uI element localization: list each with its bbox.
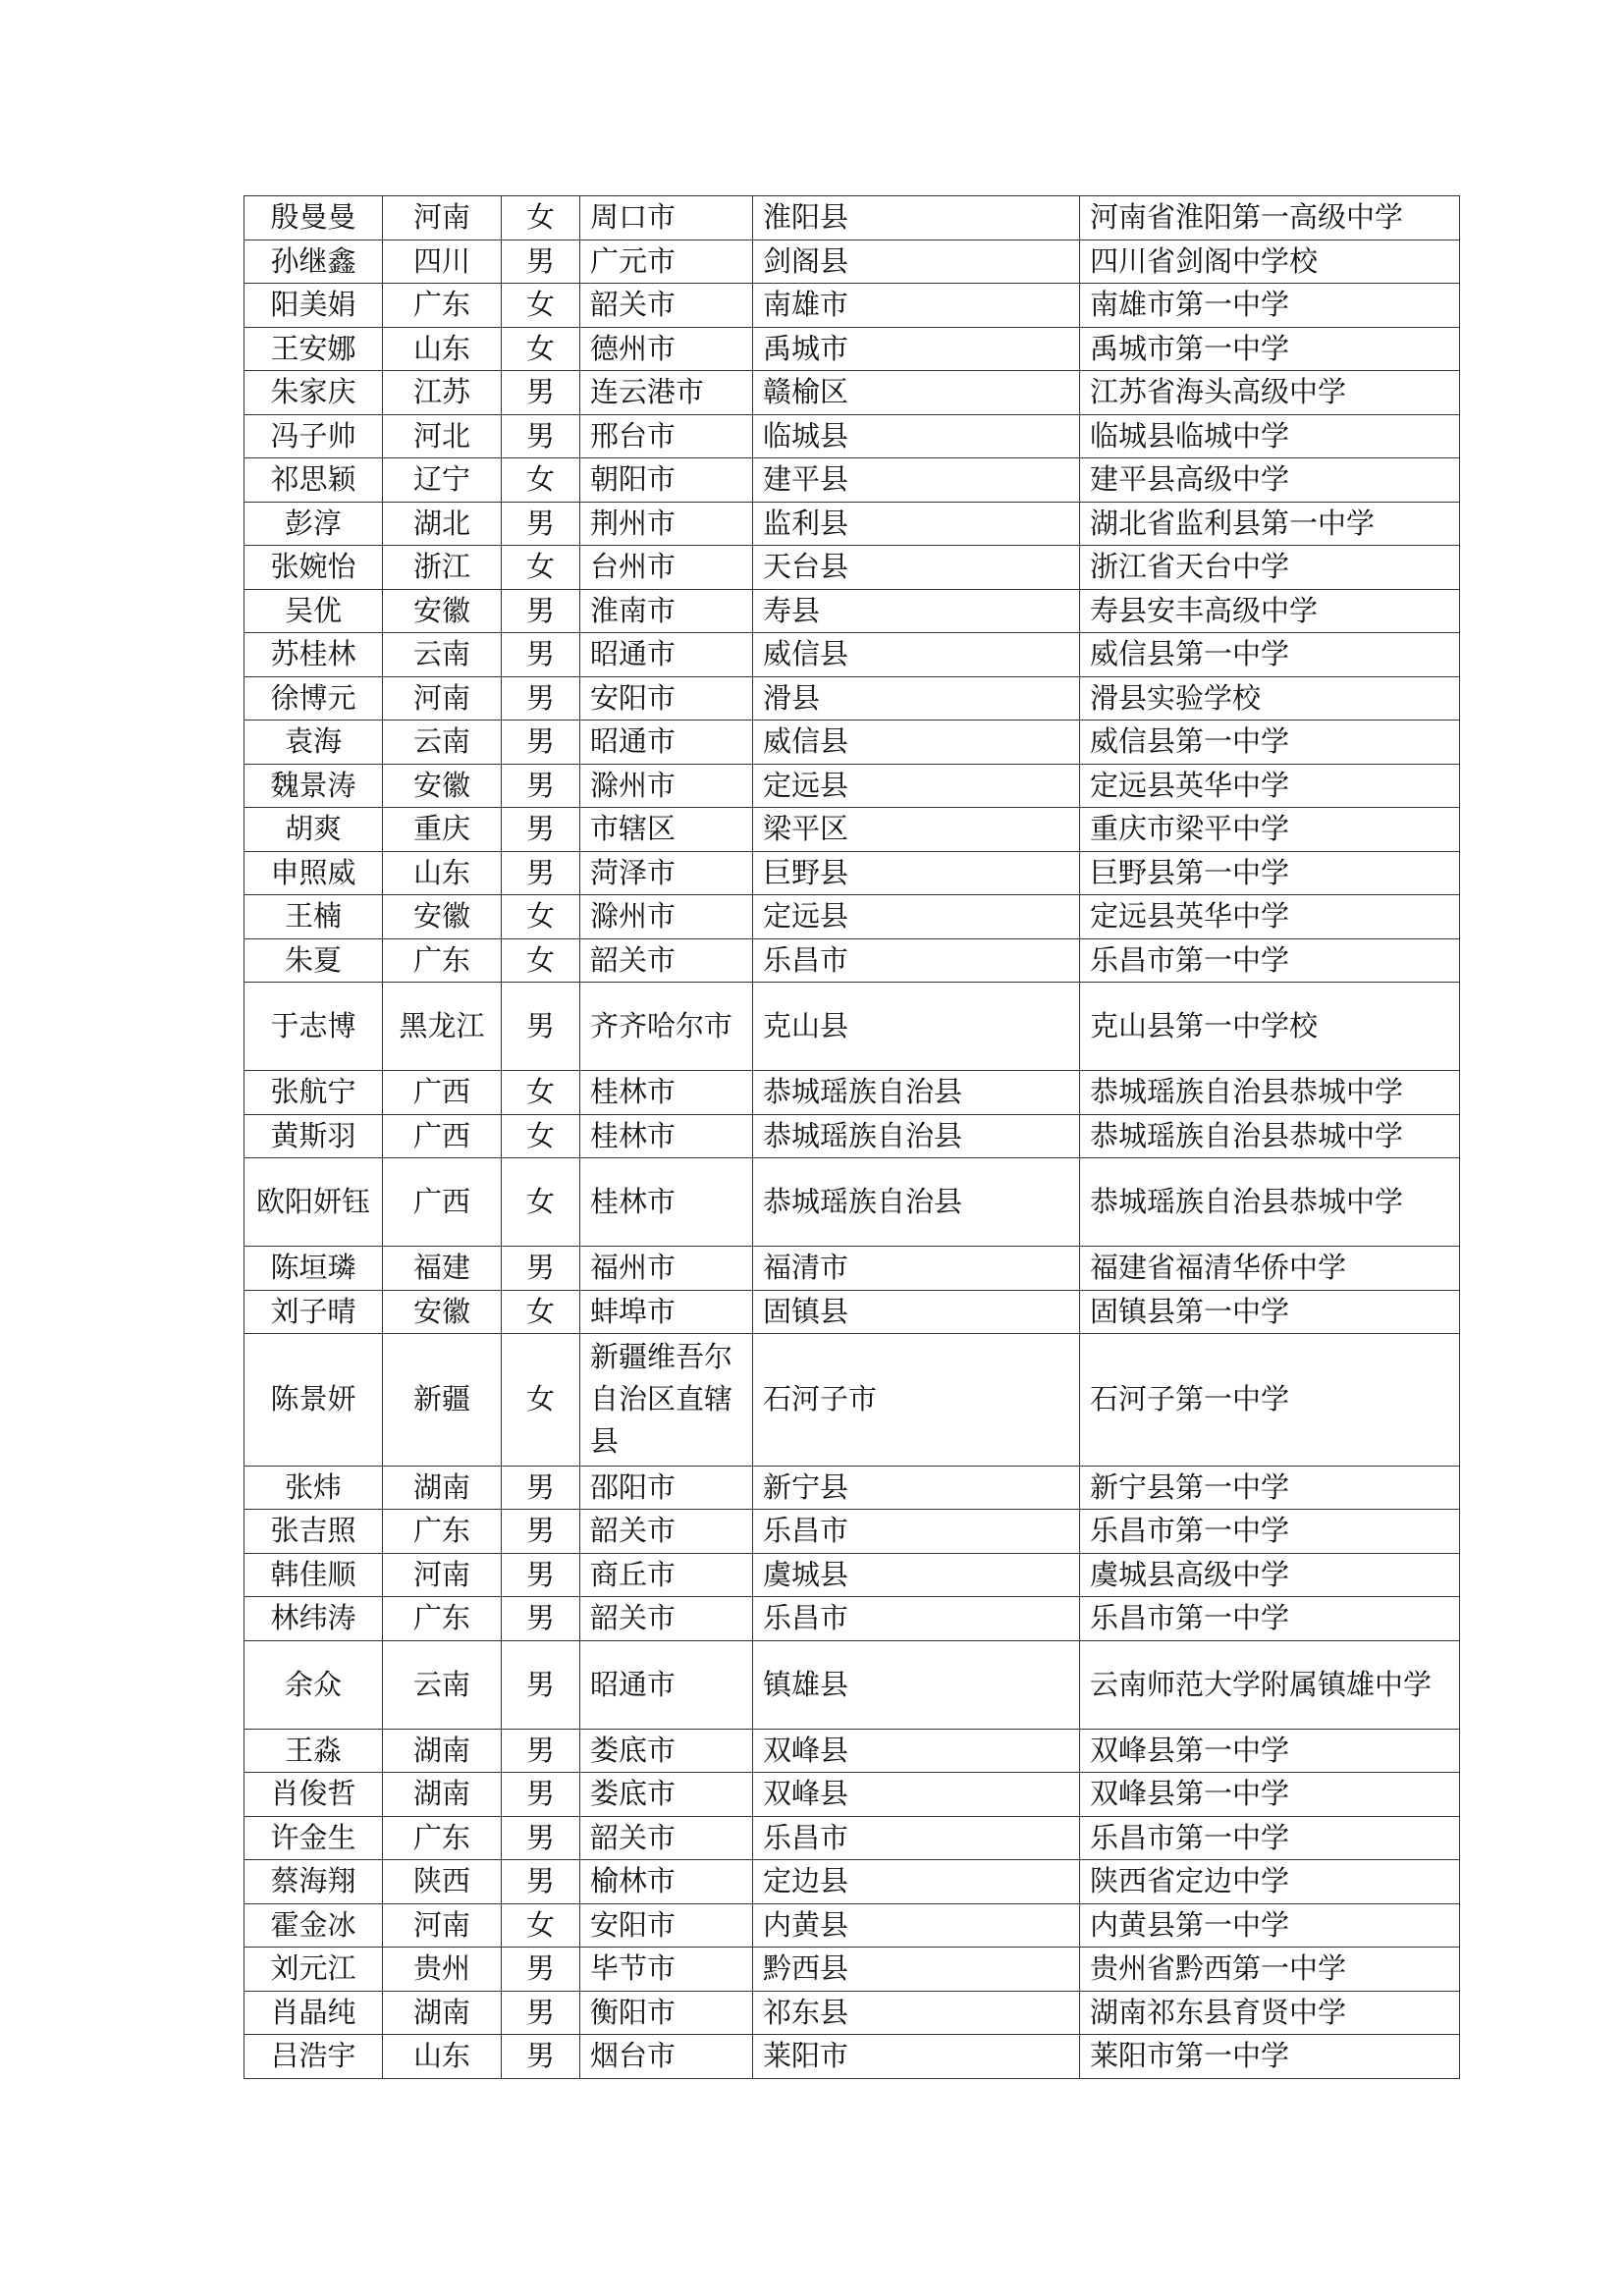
table-row [244,851,1460,895]
cell-county: 定远县 [753,764,1080,808]
cell-name: 刘子晴 [244,1290,383,1334]
cell-province: 山东 [383,2035,502,2079]
cell-name: 陈垣璘 [244,1247,383,1291]
table-row [244,938,1460,983]
table-row [244,1640,1460,1729]
cell-city: 蚌埠市 [580,1290,753,1334]
table-row [244,589,1460,633]
cell-gender: 男 [502,1860,580,1904]
cell-gender: 男 [502,371,580,415]
cell-name: 王楠 [244,895,383,939]
cell-school: 乐昌市第一中学 [1080,1597,1460,1641]
cell-school: 虞城县高级中学 [1080,1553,1460,1597]
cell-gender: 男 [502,676,580,721]
cell-name: 蔡海翔 [244,1860,383,1904]
cell-gender: 女 [502,327,580,371]
cell-school: 临城县临城中学 [1080,414,1460,458]
cell-province: 辽宁 [383,458,502,503]
cell-province: 福建 [383,1247,502,1291]
table-row [244,240,1460,284]
cell-province: 广西 [383,1114,502,1158]
cell-province: 四川 [383,240,502,284]
cell-city: 韶关市 [580,1597,753,1641]
cell-gender: 男 [502,1247,580,1291]
cell-province: 黑龙江 [383,983,502,1071]
cell-province: 贵州 [383,1948,502,1992]
cell-county: 威信县 [753,633,1080,677]
cell-province: 安徽 [383,1290,502,1334]
table-row [244,1597,1460,1641]
cell-province: 广东 [383,938,502,983]
cell-city: 安阳市 [580,676,753,721]
cell-city: 邵阳市 [580,1466,753,1510]
cell-city: 齐齐哈尔市 [580,983,753,1071]
cell-gender: 男 [502,1466,580,1510]
cell-name: 肖晶纯 [244,1991,383,2035]
cell-gender: 男 [502,1553,580,1597]
cell-county: 乐昌市 [753,1816,1080,1860]
cell-county: 莱阳市 [753,2035,1080,2079]
cell-school: 南雄市第一中学 [1080,284,1460,328]
cell-county: 巨野县 [753,851,1080,895]
cell-name: 刘元江 [244,1948,383,1992]
table-row [244,1948,1460,1992]
cell-gender: 男 [502,983,580,1071]
cell-county: 淮阳县 [753,196,1080,240]
table-row [244,1071,1460,1115]
cell-school: 重庆市梁平中学 [1080,808,1460,852]
cell-county: 恭城瑶族自治县 [753,1158,1080,1247]
table-row [244,721,1460,765]
cell-city: 商丘市 [580,1553,753,1597]
cell-school: 滑县实验学校 [1080,676,1460,721]
cell-province: 广东 [383,284,502,328]
cell-county: 黔西县 [753,1948,1080,1992]
cell-gender: 女 [502,1114,580,1158]
table-row [244,414,1460,458]
table-row [244,458,1460,503]
cell-county: 梁平区 [753,808,1080,852]
cell-province: 湖南 [383,1466,502,1510]
cell-school: 定远县英华中学 [1080,764,1460,808]
cell-name: 徐博元 [244,676,383,721]
cell-province: 山东 [383,851,502,895]
cell-gender: 男 [502,589,580,633]
table-row [244,1860,1460,1904]
table-row [244,1334,1460,1467]
cell-gender: 男 [502,1773,580,1817]
cell-gender: 女 [502,938,580,983]
cell-name: 苏桂林 [244,633,383,677]
cell-city: 朝阳市 [580,458,753,503]
cell-school: 湖南祁东县育贤中学 [1080,1991,1460,2035]
cell-province: 河南 [383,1903,502,1948]
cell-gender: 男 [502,240,580,284]
cell-province: 安徽 [383,764,502,808]
cell-province: 河南 [383,676,502,721]
table-row [244,808,1460,852]
cell-city: 韶关市 [580,1816,753,1860]
cell-province: 陕西 [383,1860,502,1904]
cell-county: 乐昌市 [753,1510,1080,1554]
cell-county: 临城县 [753,414,1080,458]
cell-county: 虞城县 [753,1553,1080,1597]
cell-school: 恭城瑶族自治县恭城中学 [1080,1071,1460,1115]
cell-province: 云南 [383,633,502,677]
cell-city: 安阳市 [580,1903,753,1948]
cell-gender: 男 [502,414,580,458]
cell-name: 许金生 [244,1816,383,1860]
cell-gender: 男 [502,1948,580,1992]
cell-city: 连云港市 [580,371,753,415]
cell-county: 恭城瑶族自治县 [753,1071,1080,1115]
cell-gender: 男 [502,1510,580,1554]
cell-city: 韶关市 [580,1510,753,1554]
cell-province: 河南 [383,1553,502,1597]
cell-name: 彭淳 [244,502,383,546]
cell-school: 定远县英华中学 [1080,895,1460,939]
cell-province: 广东 [383,1597,502,1641]
cell-name: 张航宁 [244,1071,383,1115]
cell-gender: 男 [502,1597,580,1641]
cell-name: 张炜 [244,1466,383,1510]
cell-province: 广西 [383,1071,502,1115]
table-row [244,1729,1460,1773]
table-row [244,1991,1460,2035]
cell-school: 石河子第一中学 [1080,1334,1460,1467]
cell-school: 威信县第一中学 [1080,633,1460,677]
cell-province: 湖南 [383,1991,502,2035]
cell-city: 昭通市 [580,721,753,765]
cell-city: 韶关市 [580,938,753,983]
cell-school: 巨野县第一中学 [1080,851,1460,895]
table-row [244,1510,1460,1554]
cell-province: 安徽 [383,589,502,633]
cell-city: 昭通市 [580,633,753,677]
cell-gender: 女 [502,895,580,939]
cell-school: 恭城瑶族自治县恭城中学 [1080,1158,1460,1247]
cell-school: 河南省淮阳第一高级中学 [1080,196,1460,240]
cell-county: 镇雄县 [753,1640,1080,1729]
cell-name: 欧阳妍钰 [244,1158,383,1247]
table-row [244,633,1460,677]
cell-gender: 男 [502,1729,580,1773]
table-row [244,1903,1460,1948]
cell-name: 冯子帅 [244,414,383,458]
cell-gender: 男 [502,2035,580,2079]
cell-school: 四川省剑阁中学校 [1080,240,1460,284]
table-row [244,764,1460,808]
cell-city: 桂林市 [580,1158,753,1247]
cell-gender: 女 [502,1071,580,1115]
cell-province: 江苏 [383,371,502,415]
table-row [244,371,1460,415]
cell-city: 烟台市 [580,2035,753,2079]
cell-county: 恭城瑶族自治县 [753,1114,1080,1158]
cell-county: 威信县 [753,721,1080,765]
table-row [244,327,1460,371]
cell-name: 阳美娟 [244,284,383,328]
cell-county: 内黄县 [753,1903,1080,1948]
cell-name: 王淼 [244,1729,383,1773]
cell-city: 周口市 [580,196,753,240]
cell-gender: 女 [502,1334,580,1467]
student-roster-table [244,195,1460,2079]
cell-county: 石河子市 [753,1334,1080,1467]
cell-school: 双峰县第一中学 [1080,1773,1460,1817]
cell-gender: 男 [502,851,580,895]
cell-province: 新疆 [383,1334,502,1467]
cell-province: 安徽 [383,895,502,939]
cell-school: 福建省福清华侨中学 [1080,1247,1460,1291]
cell-city: 滁州市 [580,764,753,808]
cell-gender: 女 [502,458,580,503]
cell-county: 乐昌市 [753,938,1080,983]
cell-gender: 女 [502,546,580,590]
cell-county: 滑县 [753,676,1080,721]
cell-name: 霍金冰 [244,1903,383,1948]
cell-school: 云南师范大学附属镇雄中学 [1080,1640,1460,1729]
table-row [244,196,1460,240]
cell-province: 浙江 [383,546,502,590]
cell-province: 河北 [383,414,502,458]
cell-school: 恭城瑶族自治县恭城中学 [1080,1114,1460,1158]
cell-county: 固镇县 [753,1290,1080,1334]
cell-province: 云南 [383,1640,502,1729]
cell-school: 浙江省天台中学 [1080,546,1460,590]
cell-school: 新宁县第一中学 [1080,1466,1460,1510]
cell-school: 克山县第一中学校 [1080,983,1460,1071]
cell-school: 莱阳市第一中学 [1080,2035,1460,2079]
cell-city: 台州市 [580,546,753,590]
cell-school: 寿县安丰高级中学 [1080,589,1460,633]
cell-school: 威信县第一中学 [1080,721,1460,765]
cell-gender: 男 [502,808,580,852]
cell-gender: 男 [502,1640,580,1729]
table-row [244,2035,1460,2079]
cell-school: 内黄县第一中学 [1080,1903,1460,1948]
table-row [244,502,1460,546]
cell-county: 祁东县 [753,1991,1080,2035]
cell-name: 肖俊哲 [244,1773,383,1817]
cell-gender: 女 [502,284,580,328]
cell-city: 昭通市 [580,1640,753,1729]
cell-county: 建平县 [753,458,1080,503]
cell-city: 桂林市 [580,1114,753,1158]
cell-gender: 男 [502,764,580,808]
cell-name: 张吉照 [244,1510,383,1554]
cell-gender: 男 [502,633,580,677]
cell-county: 禹城市 [753,327,1080,371]
table-row [244,983,1460,1071]
table-row [244,1816,1460,1860]
cell-name: 林纬涛 [244,1597,383,1641]
cell-province: 广东 [383,1510,502,1554]
cell-city: 广元市 [580,240,753,284]
cell-province: 重庆 [383,808,502,852]
cell-name: 于志博 [244,983,383,1071]
cell-name: 胡爽 [244,808,383,852]
cell-province: 河南 [383,196,502,240]
cell-city: 荆州市 [580,502,753,546]
cell-name: 朱家庆 [244,371,383,415]
cell-name: 陈景妍 [244,1334,383,1467]
cell-province: 湖南 [383,1729,502,1773]
table-row [244,546,1460,590]
cell-name: 朱夏 [244,938,383,983]
cell-name: 袁海 [244,721,383,765]
cell-name: 殷曼曼 [244,196,383,240]
cell-city: 淮南市 [580,589,753,633]
cell-county: 定边县 [753,1860,1080,1904]
table-row [244,1553,1460,1597]
cell-school: 陕西省定边中学 [1080,1860,1460,1904]
cell-name: 吕浩宇 [244,2035,383,2079]
cell-county: 监利县 [753,502,1080,546]
cell-school: 湖北省监利县第一中学 [1080,502,1460,546]
cell-city: 榆林市 [580,1860,753,1904]
cell-city: 毕节市 [580,1948,753,1992]
cell-province: 湖南 [383,1773,502,1817]
cell-school: 建平县高级中学 [1080,458,1460,503]
cell-county: 双峰县 [753,1729,1080,1773]
cell-province: 山东 [383,327,502,371]
cell-gender: 女 [502,1903,580,1948]
cell-county: 天台县 [753,546,1080,590]
table-row [244,284,1460,328]
table-row [244,1466,1460,1510]
cell-county: 南雄市 [753,284,1080,328]
cell-city: 滁州市 [580,895,753,939]
cell-gender: 男 [502,1816,580,1860]
cell-school: 乐昌市第一中学 [1080,938,1460,983]
cell-school: 固镇县第一中学 [1080,1290,1460,1334]
roster-body [244,196,1460,2079]
cell-province: 云南 [383,721,502,765]
cell-city: 韶关市 [580,284,753,328]
cell-province: 广西 [383,1158,502,1247]
table-row [244,1114,1460,1158]
cell-name: 王安娜 [244,327,383,371]
cell-school: 乐昌市第一中学 [1080,1510,1460,1554]
cell-city: 市辖区 [580,808,753,852]
table-row [244,1247,1460,1291]
cell-city: 娄底市 [580,1729,753,1773]
cell-name: 张婉怡 [244,546,383,590]
cell-gender: 男 [502,721,580,765]
table-row [244,1773,1460,1817]
cell-name: 魏景涛 [244,764,383,808]
cell-county: 寿县 [753,589,1080,633]
cell-name: 黄斯羽 [244,1114,383,1158]
cell-city: 福州市 [580,1247,753,1291]
cell-city: 娄底市 [580,1773,753,1817]
cell-city: 菏泽市 [580,851,753,895]
cell-name: 韩佳顺 [244,1553,383,1597]
cell-county: 克山县 [753,983,1080,1071]
cell-gender: 男 [502,1991,580,2035]
cell-gender: 女 [502,1290,580,1334]
cell-gender: 女 [502,196,580,240]
cell-city: 德州市 [580,327,753,371]
cell-school: 江苏省海头高级中学 [1080,371,1460,415]
cell-name: 申照威 [244,851,383,895]
cell-school: 禹城市第一中学 [1080,327,1460,371]
table-row [244,1290,1460,1334]
cell-county: 定远县 [753,895,1080,939]
cell-name: 余众 [244,1640,383,1729]
cell-city: 桂林市 [580,1071,753,1115]
cell-county: 新宁县 [753,1466,1080,1510]
cell-province: 广东 [383,1816,502,1860]
cell-school: 乐昌市第一中学 [1080,1816,1460,1860]
cell-name: 孙继鑫 [244,240,383,284]
cell-school: 贵州省黔西第一中学 [1080,1948,1460,1992]
cell-city: 衡阳市 [580,1991,753,2035]
table-row [244,895,1460,939]
cell-gender: 女 [502,1158,580,1247]
cell-province: 湖北 [383,502,502,546]
cell-city: 邢台市 [580,414,753,458]
cell-gender: 男 [502,502,580,546]
cell-school: 双峰县第一中学 [1080,1729,1460,1773]
cell-county: 福清市 [753,1247,1080,1291]
cell-county: 赣榆区 [753,371,1080,415]
table-row [244,676,1460,721]
cell-county: 双峰县 [753,1773,1080,1817]
cell-county: 剑阁县 [753,240,1080,284]
cell-city: 新疆维吾尔自治区直辖县 [580,1334,753,1467]
cell-name: 祁思颖 [244,458,383,503]
cell-county: 乐昌市 [753,1597,1080,1641]
table-row [244,1158,1460,1247]
cell-name: 吴优 [244,589,383,633]
